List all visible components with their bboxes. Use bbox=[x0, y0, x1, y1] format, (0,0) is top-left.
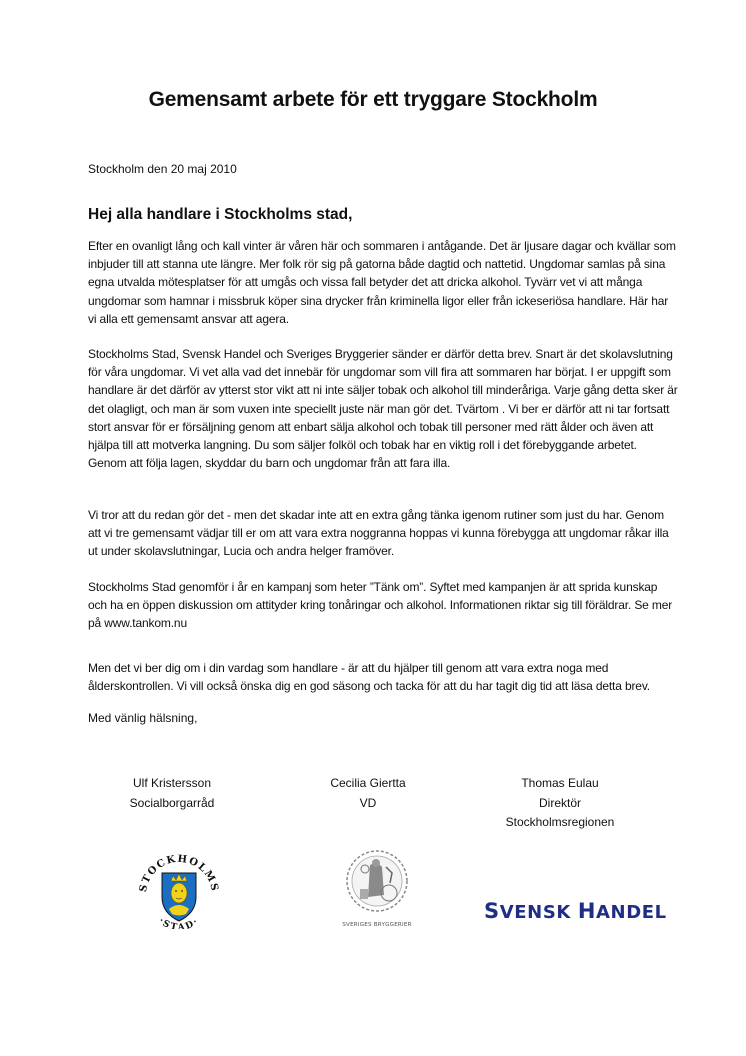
signatory-name: Cecilia Giertta bbox=[330, 776, 406, 790]
signature-block-2 bbox=[288, 774, 448, 813]
stockholm-crest-icon bbox=[136, 851, 222, 929]
signatory-extra: Stockholmsregionen bbox=[505, 815, 615, 829]
signature-block-1 bbox=[92, 774, 252, 813]
body-paragraph-3: Vi tror att du redan gör det - men det skadar inte att en extra gång tänka igenom rutiner som just du har. Genom att vi tre gemensamt vädjar till er om att vara extra noggranna hoppas vi kunna förebygga att ungdomar råkar illa ut under skolavslutningar, Lucia och andra helger framöver. bbox=[88, 508, 669, 559]
signatory-name: Thomas Eulau bbox=[521, 776, 599, 790]
body-paragraph-5: Men det vi ber dig om i din vardag som handlare - är att du hjälper till genom att vara extra noga med ålderskontrollen. Vi vill också önska dig en god säsong och tacka för att du har tagit dig tid att läsa detta brev. bbox=[88, 661, 650, 694]
signature-block-3 bbox=[480, 774, 640, 833]
letter-greeting: Hej alla handlare i Stockholms stad, bbox=[88, 206, 353, 223]
letter-date: Stockholm den 20 maj 2010 bbox=[88, 162, 237, 176]
signatory-role: VD bbox=[359, 795, 377, 810]
signatory-name: Ulf Kristersson bbox=[132, 776, 212, 790]
bryggerier-emblem-icon bbox=[332, 843, 422, 921]
signatory-role: Direktör bbox=[538, 795, 581, 810]
body-paragraph-1: Efter en ovanligt lång och kall vinter är våren här och sommaren i antågande. Det är ljusare dagar och kvällar som inbjuder till att stanna ute längre. Mer folk rör sig på gatorna både dagtid och nattetid. Ungdomar samlas på sina egna utvalda mötesplatser för att umgås och vissa fall betyder det att dricka alkohol. Tyvärr vet vi att många ungdomar som hamnar i missbruk köper sina drycker från kriminella ligor eller från ickeseriösa handlare. Här har vi alla ett gemensamt ansvar att agera. bbox=[88, 239, 676, 326]
svg-text:·STAD·: ·STAD· bbox=[156, 916, 202, 929]
stockholms-stad-logo bbox=[136, 851, 222, 929]
svg-text:STOCKHOLMS: STOCKHOLMS bbox=[137, 853, 221, 894]
signatory-role: Socialborgarråd bbox=[129, 795, 215, 810]
body-paragraph-4: Stockholms Stad genomför i år en kampanj som heter ”Tänk om”. Syftet med kampanjen är att sprida kunskap och ha en öppen diskussion om attityder kring tonåringar och alkohol. Informationen riktar sig till föräldrar. Se mer på www.tankom.nu bbox=[88, 580, 673, 631]
svensk-handel-logo: SVENSK HANDEL bbox=[484, 899, 667, 923]
document-title: Gemensamt arbete för ett tryggare Stockholm bbox=[148, 88, 598, 111]
body-paragraph-2: Stockholms Stad, Svensk Handel och Sveriges Bryggerier sänder er därför detta brev. Snart är det skolavslutning för våra ungdomar. Vi vet alla vad det innebär för ungdomar som vill fira att sommaren har börjat. I er uppgift som handlare är det därför av ytterst stor vikt att ni inte säljer tobak och alkohol till minderåriga. Varje gång detta sker är det olagligt, och man är som vuxen inte speciellt juste när man gör det. Tvärtom . Vi ber er därför att ni tar fortsatt stort ansvar för er försäljning genom att enbart sälja alkohol och tobak till personer med rätt ålder och även att hjälpa till att motverka langning. Du som säljer folköl och tobak har en viktig roll i det förebyggande arbetet. Genom att följa lagen, skyddar du barn och ungdomar från att fara illa. bbox=[88, 347, 678, 471]
letter-closing: Med vänlig hälsning, bbox=[88, 711, 198, 725]
sveriges-bryggerier-logo bbox=[332, 843, 422, 933]
bryggerier-label: SVERIGES BRYGGERIER bbox=[342, 922, 412, 928]
